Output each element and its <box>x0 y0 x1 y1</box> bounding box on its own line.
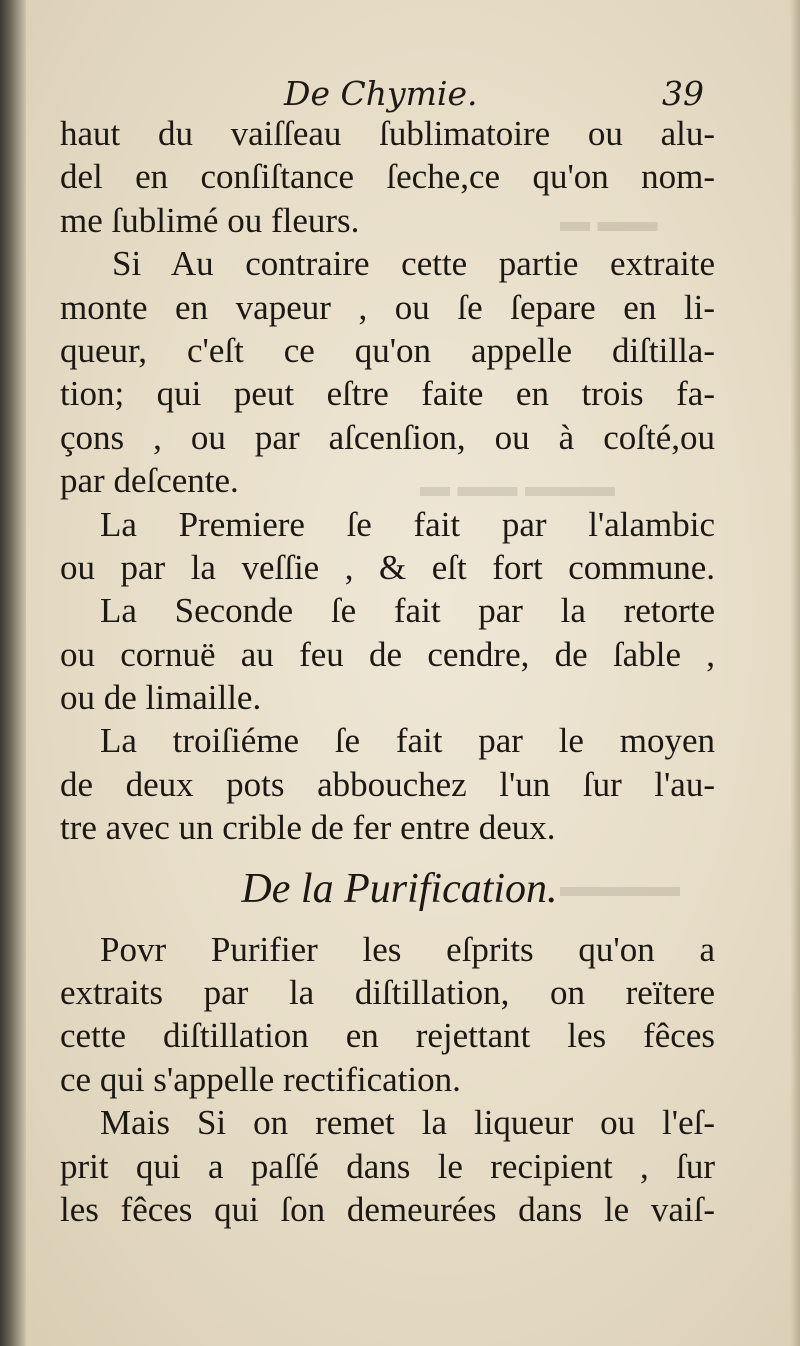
text-line: tre avec un crible de fer entre deux. <box>60 808 556 848</box>
text-line: çons , ou par aſcenſion, ou à coſté,ou <box>60 417 715 457</box>
text-line: La Seconde ſe fait par la retorte <box>100 591 715 631</box>
text-line: ou cornuë au feu de cendre, de ſable , <box>60 634 715 674</box>
text-line: haut du vaiſſeau ſublimatoire ou alu- <box>60 114 715 153</box>
text-line: ce qui s'appelle rectification. <box>60 1059 461 1099</box>
page-edge <box>790 0 800 1346</box>
text-line: La Premiere ſe fait par l'alambic <box>100 504 715 544</box>
text-line: de deux pots abbouchez l'un ſur l'au- <box>60 764 715 804</box>
body-text <box>60 112 715 1231</box>
bleed-through-decoration: ▬▬▬ ▬▬ ▬ <box>420 470 615 503</box>
text-line: La troiſiéme ſe fait par le moyen <box>100 721 715 761</box>
text-line: Si Au contraire cette partie extraite <box>112 244 715 284</box>
text-line: Mais Si on remet la liqueur ou l'eſ- <box>100 1103 715 1143</box>
text-line: par deſcente. <box>60 461 239 501</box>
bleed-through-decoration: ▬▬▬▬ <box>560 870 680 903</box>
text-line: ou de limaille. <box>60 678 262 718</box>
text-line: queur, c'eſt ce qu'on appelle diſtilla- <box>60 330 715 370</box>
text-line: me ſublimé ou fleurs. <box>60 200 360 240</box>
section-heading: De la Purification. <box>241 865 558 912</box>
text-line: monte en vapeur , ou ſe ſepare en li- <box>60 287 715 327</box>
text-line: extraits par la diſtillation, on reïtere <box>60 973 715 1013</box>
text-line: Povr Purifier les eſprits qu'on a <box>100 929 715 969</box>
bleed-through-decoration: ▬▬ ▬ <box>560 205 658 238</box>
page-number: 39 <box>662 74 704 113</box>
text-line: ou par la veſſie , & eſt fort commune. <box>60 547 715 587</box>
binding-gutter <box>0 0 26 1346</box>
text-line: del en conſiſtance ſeche,ce qu'on nom- <box>60 157 715 197</box>
text-line: prit qui a paſſé dans le recipient , ſur <box>60 1146 715 1186</box>
running-head-title: De Chymie. <box>284 74 478 113</box>
text-line: cette diſtillation en rejettant les fêces <box>60 1016 715 1056</box>
text-line: tion; qui peut eſtre faite en trois fa- <box>60 374 715 414</box>
text-line: les fêces qui ſon demeurées dans le vaiſ- <box>60 1189 715 1229</box>
